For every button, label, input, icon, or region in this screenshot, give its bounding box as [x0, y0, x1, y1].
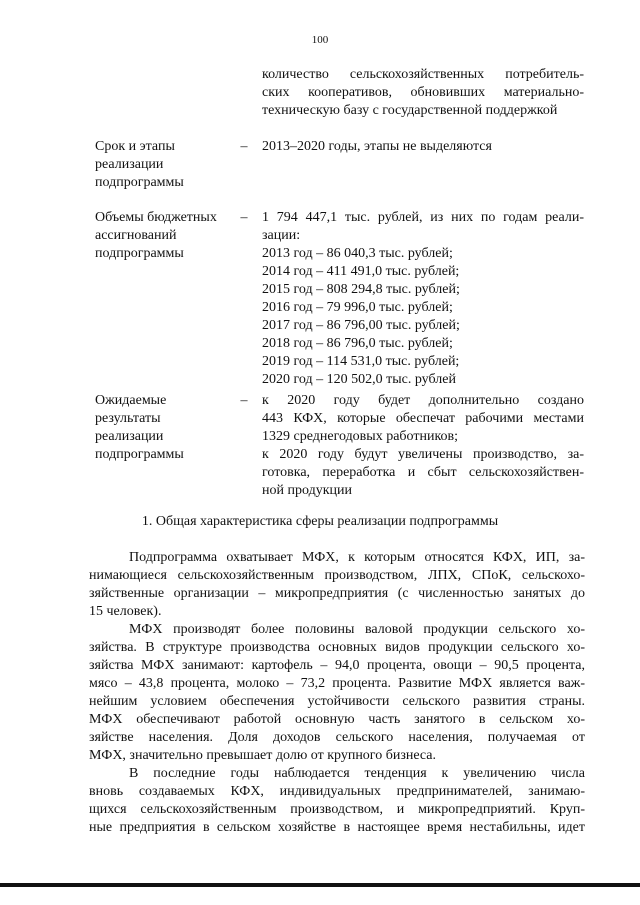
- value-line: 2014 год – 411 491,0 тыс. рублей;: [262, 264, 460, 279]
- label-line: реализации: [95, 157, 164, 172]
- value-line: 443 КФХ, которые обеспечат рабочими местами: [262, 411, 584, 426]
- text-line: щихся сельскохозяйственным производством, и микропредприятий. Круп-: [89, 802, 585, 817]
- row-label: [95, 209, 235, 263]
- text-line: Подпрограмма охватывает МФХ, к которым относятся КФХ, ИП, за-: [129, 550, 585, 565]
- paragraph: [89, 765, 585, 837]
- row-label: [95, 392, 235, 464]
- bottom-rule: [0, 883, 640, 887]
- text-line: зяйства МФХ занимают: картофель – 94,0 процента, овощи – 90,5 процента,: [89, 658, 585, 673]
- value-line: 2015 год – 808 294,8 тыс. рублей;: [262, 282, 460, 297]
- value-line: 2013 год – 86 040,3 тыс. рублей;: [262, 246, 453, 261]
- continuation-text: [262, 66, 584, 120]
- label-line: подпрограммы: [95, 246, 184, 261]
- label-line: ассигнований: [95, 228, 177, 243]
- row-value: [262, 209, 584, 389]
- value-line: 2013–2020 годы, этапы не выделяются: [262, 139, 492, 154]
- label-line: Объемы бюджетных: [95, 210, 217, 225]
- section-title: 1. Общая характеристика сферы реализации подпрограммы: [141, 514, 499, 529]
- value-line: 1 794 447,1 тыс. рублей, из них по годам реали-: [262, 210, 584, 225]
- row-dash: –: [240, 393, 248, 408]
- text-line: ских кооперативов, обновивших материально-: [262, 85, 584, 100]
- text-line: нимающиеся сельскохозяйственным производством, ЛПХ, СПоК, сельскохо-: [89, 568, 585, 583]
- value-line: зации:: [262, 228, 301, 243]
- row-dash: –: [240, 210, 248, 225]
- value-line: к 2020 году будет дополнительно создано: [262, 393, 584, 408]
- row-value: [262, 138, 584, 156]
- text-line: мясо – 43,8 процента, молоко – 73,2 процента. Развитие МФХ является важ-: [89, 676, 585, 691]
- text-line: МФХ производят более половины валовой продукции сельского хо-: [129, 622, 585, 637]
- text-line: ные предприятия в сельском хозяйстве в настоящее время нестабильны, идет: [89, 820, 585, 835]
- value-line: 2018 год – 86 796,0 тыс. рублей;: [262, 336, 453, 351]
- label-line: реализации: [95, 429, 164, 444]
- text-line: нейшим условием обеспечения устойчивости сельского развития страны.: [89, 694, 585, 709]
- text-line: вновь создаваемых КФХ, индивидуальных предпринимателей, занимаю-: [89, 784, 585, 799]
- text-line: техническую базу с государственной поддержкой: [262, 103, 558, 118]
- label-line: Ожидаемые: [95, 393, 167, 408]
- row-value: [262, 392, 584, 500]
- label-line: подпрограммы: [95, 447, 184, 462]
- text-line: зяйственные организации – микропредприятия (с численностью занятых до: [89, 586, 585, 601]
- text-line: 15 человек).: [89, 604, 162, 619]
- value-line: 1329 среднегодовых работников;: [262, 429, 459, 444]
- text-line: зяйстве населения. Доля доходов сельского населения, получаемая от: [89, 730, 585, 745]
- label-line: результаты: [95, 411, 161, 426]
- text-line: МФХ, значительно превышает долю от крупного бизнеса.: [89, 748, 436, 763]
- text-line: В последние годы наблюдается тенденция к увеличению числа: [129, 766, 585, 781]
- text-line: зяйства. В структуре производства основных видов продукции сельского хо-: [89, 640, 585, 655]
- text-line: МФХ обеспечивают работой основную часть занятого в сельском хо-: [89, 712, 585, 727]
- value-line: ной продукции: [262, 483, 352, 498]
- paragraph: [89, 621, 585, 765]
- value-line: 2017 год – 86 796,00 тыс. рублей;: [262, 318, 460, 333]
- row-label: [95, 138, 235, 192]
- value-line: готовка, переработка и сбыт сельскохозяйствен-: [262, 465, 584, 480]
- paragraph: [89, 549, 585, 621]
- label-line: подпрограммы: [95, 175, 184, 190]
- value-line: 2016 год – 79 996,0 тыс. рублей;: [262, 300, 453, 315]
- label-line: Срок и этапы: [95, 139, 175, 154]
- text-line: количество сельскохозяйственных потребитель-: [262, 67, 584, 82]
- value-line: 2019 год – 114 531,0 тыс. рублей;: [262, 354, 460, 369]
- value-line: 2020 год – 120 502,0 тыс. рублей: [262, 372, 456, 387]
- value-line: к 2020 году будут увеличены производство, за-: [262, 447, 584, 462]
- row-dash: –: [240, 139, 248, 154]
- page-number: 100: [311, 34, 329, 46]
